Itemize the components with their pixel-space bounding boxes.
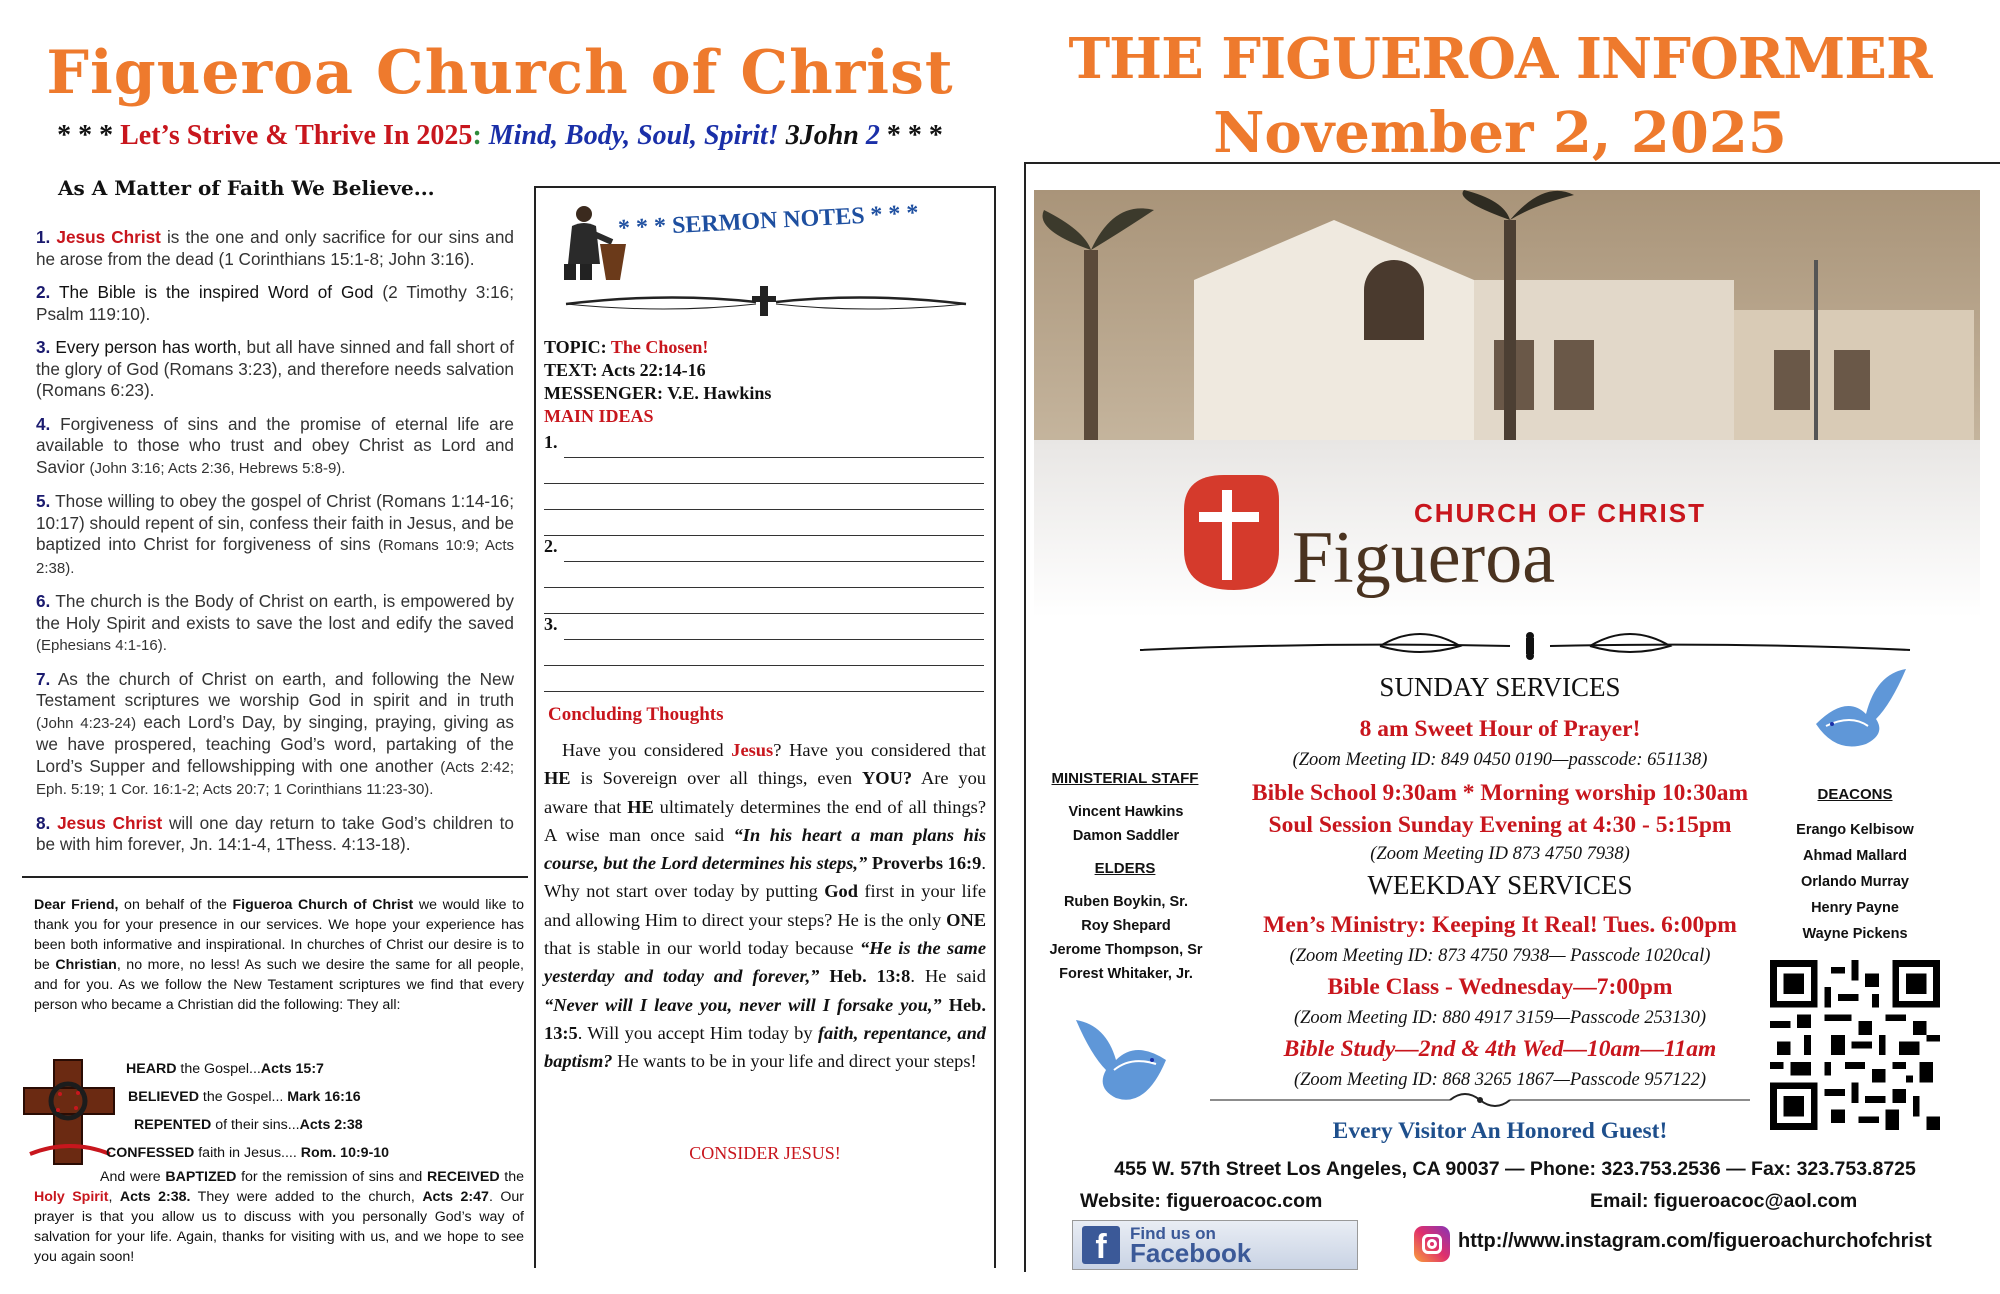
belief-ref: (2 Timothy 3:16; Psalm 119:10). (36, 282, 514, 324)
belief-number: 3. (36, 337, 51, 357)
sermon-topic (544, 336, 771, 359)
deacons-heading: DEACONS (1817, 786, 1893, 803)
main-ideas-heading: MAIN IDEAS (544, 406, 654, 426)
friend-lead: Dear Friend, (34, 897, 119, 913)
friend-text-part: we would like to thank you for your presence in our services. We hope your experience has been both informative and inspirational. In churches of Christ our desire is to be (34, 897, 524, 973)
sermon-text (544, 359, 771, 382)
text-value: Acts 22:14-16 (601, 360, 706, 380)
step-verb: REPENTED (134, 1117, 212, 1133)
friend-text-part: , no more, no less! As such we desire the same for all people, and for you. As we follow the New Testament scriptures we find that every person who became a Christian did the following: They all: (34, 957, 524, 1013)
staff-member: Damon Saddler (1072, 828, 1180, 844)
beliefs-list (36, 227, 514, 868)
belief-text: is the one and only sacrifice for our sins and he arose from the dead (36, 227, 514, 269)
closing-part: for the remission of sins and (236, 1169, 428, 1185)
photo-sign-main: Figueroa (1292, 517, 1556, 599)
belief-item (36, 227, 514, 270)
step-item (34, 1139, 524, 1167)
belief-ref: Jn. 14:1-4, 1Thess. 4:13-18). (189, 834, 411, 854)
step-ref: Acts 15:7 (260, 1061, 324, 1077)
qr-code-icon[interactable] (1770, 960, 1940, 1130)
ministerial-staff-heading: MINISTERIAL STAFF (1051, 770, 1199, 787)
dove-icon (1806, 664, 1916, 764)
concl-quote: “He is the same yesterday and today and forever,” (544, 938, 986, 987)
concl-quote: “In his heart a man plans his course, but the Lord determines his steps,” (544, 824, 986, 874)
belief-text: Those willing to obey the gospel of Christ (Romans 1:14-16; 10:17) should repent of sin, confess their faith in Jesus, and be baptized into Christ for forgiveness of sins (36, 491, 514, 554)
text-label: TEXT: (544, 360, 602, 380)
concl-emph: YOU? (862, 768, 913, 789)
closing-part: , (108, 1189, 120, 1205)
ornament-divider-icon (1200, 1086, 1760, 1110)
belief-number: 8. (36, 812, 51, 833)
concl-part: . He said (910, 966, 986, 987)
staff-member: Vincent Hawkins (1068, 804, 1184, 820)
instagram-icon[interactable] (1414, 1226, 1450, 1262)
closing-holy-spirit: Holy Spirit (34, 1189, 109, 1205)
step-text: faith in Jesus.... (194, 1145, 301, 1161)
theme-part2: Mind, Body, Soul, Spirit! (488, 120, 779, 151)
belief-ref: (John 3:16; Acts 2:36, Hebrews 5:8-9). (89, 459, 346, 477)
elder-name: Forest Whitaker, Jr. (1059, 966, 1193, 982)
email-link[interactable]: Email: figueroacoc@aol.com (1590, 1190, 1858, 1212)
belief-ref: (Acts 2:42; Eph. 5:19; 1 Cor. 16:1-2; Acts 20:7; 1 Corinthians 11:23-30). (36, 758, 514, 798)
concl-emph: HE (627, 796, 654, 817)
facebook-find-label: Find us on (1130, 1224, 1216, 1243)
belief-ref: (Ephesians 4:1-16). (36, 637, 167, 654)
deacon-name: Ahmad Mallard (1803, 848, 1907, 864)
step-text: the Gospel... (176, 1061, 261, 1077)
messenger-label: MESSENGER: (544, 383, 668, 403)
belief-number: 4. (36, 413, 51, 434)
weekday-service: Bible Class - Wednesday—7:00pm (1327, 974, 1673, 1000)
deacon-name: Wayne Pickens (1802, 926, 1908, 942)
sunday-service: Soul Session Sunday Evening at 4:30 - 5:15pm (1268, 812, 1732, 838)
concl-part: . Will you accept Him today by (577, 1022, 818, 1043)
zoom-info: (Zoom Meeting ID: 880 4917 3159—Passcode 253130) (1293, 1008, 1707, 1028)
deacon-name: Henry Payne (1811, 900, 1899, 916)
zoom-info: (Zoom Meeting ID: 849 0450 0190—passcode: 651138) (1292, 750, 1708, 770)
concl-part: Are you aware that (544, 768, 986, 817)
belief-lead: The Bible is the inspired Word of God (58, 282, 374, 302)
concluding-text (544, 736, 986, 1076)
concl-ref: Proverbs 16:9 (867, 853, 982, 874)
step-item (34, 1111, 524, 1139)
note-line[interactable] (544, 484, 984, 510)
closing-part: . Our prayer is that you allow us to discuss with you personally God’s way of salvation for your life. Again, thanks for visiting with us, and we hope to see you again soon! (34, 1189, 524, 1265)
friend-christian: Christian (55, 957, 117, 973)
faith-heading: As A Matter of Faith We Believe... (58, 176, 435, 200)
belief-text: As the church of Christ on earth, and following the New Testament scriptures we worship God in spirit and in truth (36, 668, 514, 710)
belief-item (36, 282, 514, 325)
note-line[interactable] (544, 562, 984, 588)
instagram-link[interactable]: http://www.instagram.com/figueroachurchofchrist (1458, 1230, 1932, 1252)
theme-ref-b: 2 (865, 120, 880, 151)
note-line[interactable] (544, 614, 984, 640)
concl-quote: “Never will I leave you, never will I forsake you,” (544, 994, 942, 1015)
theme-colon: : (472, 120, 489, 151)
concl-emph: God (824, 881, 858, 902)
church-title: Figueroa Church of Christ (46, 38, 954, 108)
website-link[interactable]: Website: figueroacoc.com (1080, 1190, 1323, 1212)
belief-text: Forgiveness of sins and the promise of eternal life are available to those who trust and obey Christ as Lord and Savior (36, 413, 514, 477)
belief-ref: (Romans 10:9; Acts 2:38). (36, 537, 514, 577)
elder-name: Roy Shepard (1081, 918, 1171, 934)
church-logo-icon (1184, 475, 1279, 590)
belief-item (36, 813, 514, 856)
messenger-value: V.E. Hawkins (667, 383, 772, 403)
sunday-service: 8 am Sweet Hour of Prayer! (1359, 716, 1641, 742)
belief-item (36, 669, 514, 801)
idea-number: 2. (544, 536, 558, 556)
address-line: 455 W. 57th Street Los Angeles, CA 90037 — Phone: 323.753.2536 — Fax: 323.753.8725 (1114, 1158, 1916, 1180)
concl-emph: faith, repentance, and baptism? (544, 1022, 986, 1072)
step-item (34, 1055, 524, 1083)
issue-date: November 2, 2025 (1213, 100, 1787, 166)
conversion-steps (34, 1055, 524, 1167)
concl-part: Have you considered (562, 740, 732, 760)
note-line[interactable] (544, 536, 984, 562)
deacon-name: Orlando Murray (1801, 874, 1909, 890)
note-line[interactable] (544, 588, 984, 614)
note-line[interactable] (544, 458, 984, 484)
elders-heading: ELDERS (1094, 860, 1156, 877)
informer-title: THE FIGUEROA INFORMER (1068, 26, 1932, 92)
sermon-messenger (544, 382, 771, 405)
elder-name: Jerome Thompson, Sr (1049, 942, 1203, 958)
ornament-divider-icon (1120, 622, 1930, 666)
closing-received: RECEIVED (427, 1169, 500, 1185)
belief-item (36, 491, 514, 579)
step-ref: Rom. 10:9-10 (300, 1145, 390, 1161)
note-line[interactable] (544, 432, 984, 458)
concl-part: ? Have you considered that (773, 740, 986, 760)
belief-item (36, 591, 514, 657)
belief-lead: Every person has worth (55, 337, 237, 357)
idea-number: 1. (544, 432, 558, 452)
theme-line (0, 120, 1000, 152)
belief-highlight: Jesus Christ (56, 227, 161, 247)
sermon-meta (544, 336, 771, 428)
sunday-service: Bible School 9:30am * Morning worship 10:30am (1251, 780, 1749, 806)
friend-text-part: on behalf of the (118, 897, 233, 913)
idea-number: 3. (544, 614, 558, 634)
step-verb: HEARD (126, 1061, 177, 1077)
zoom-info: (Zoom Meeting ID: 873 4750 7938— Passcode 1020cal) (1289, 946, 1711, 966)
belief-number: 5. (36, 491, 51, 511)
belief-text: , but all have sinned and fall short of the glory of God (Romans 3:23), and therefore needs salvation (Romans 6:23). (36, 337, 514, 400)
church-building-photo (1034, 190, 1980, 618)
closing-baptized: BAPTIZED (165, 1169, 237, 1185)
closing-ref: Acts 2:38. (119, 1189, 191, 1205)
belief-highlight: Jesus Christ (57, 812, 163, 833)
consider-jesus: CONSIDER JESUS! (689, 1143, 841, 1163)
concl-emph: HE (544, 768, 571, 789)
concl-part: that is stable in our world today because (544, 938, 861, 959)
friend-divider (22, 876, 528, 878)
concl-ref: Heb. 13:8 (819, 966, 911, 987)
concl-part: ultimately determines the end of all things? A wise man once said (544, 796, 986, 845)
sermon-notes-title: * * * SERMON NOTES * * * (617, 200, 920, 242)
belief-number: 2. (36, 282, 51, 302)
step-verb: BELIEVED (128, 1089, 199, 1105)
theme-stars-close: * * * (879, 120, 943, 151)
closing-part: They were added to the church, (190, 1189, 423, 1205)
friend-letter (34, 895, 524, 1015)
weekday-service: Men’s Ministry: Keeping It Real! Tues. 6:00pm (1263, 912, 1737, 938)
zoom-info: (Zoom Meeting ID: 868 3265 1867—Passcode 957122) (1293, 1070, 1707, 1090)
dove-icon (1066, 1020, 1176, 1116)
belief-text: each Lord’s Day, by singing, praying, giving as we have prospered, teaching God’s word, partaking of the Lord’s Supper and fellowshipping with one another (36, 711, 514, 776)
sunday-services-heading: SUNDAY SERVICES (1379, 672, 1621, 702)
step-verb: CONFESSED (106, 1145, 195, 1161)
theme-stars-open: * * * (57, 120, 121, 151)
weekday-service: Bible Study—2nd & 4th Wed—10am—11am (1283, 1036, 1717, 1062)
belief-item (36, 414, 514, 480)
friend-church: Figueroa Church of Christ (232, 897, 414, 913)
belief-number: 6. (36, 591, 51, 611)
concl-part: He wants to be in your life and direct your steps! (612, 1051, 977, 1072)
belief-number: 7. (36, 668, 51, 689)
photo-sign-top: CHURCH OF CHRIST (1414, 498, 1706, 528)
concluding-heading: Concluding Thoughts (548, 704, 724, 725)
belief-ref: (John 4:23-24) (36, 714, 137, 732)
note-line[interactable] (544, 666, 984, 692)
facebook-icon: f (1082, 1226, 1120, 1264)
belief-text: will one day return to take God’s children to be with him forever, (36, 812, 514, 854)
ornament-divider-icon (556, 282, 976, 318)
step-ref: Acts 2:38 (299, 1117, 363, 1133)
topic-label: TOPIC: (544, 337, 611, 357)
belief-text: The church is the Body of Christ on earth, is empowered by the Holy Spirit and exists to save the lost and edify the saved (36, 591, 514, 633)
weekday-services-heading: WEEKDAY SERVICES (1367, 870, 1633, 900)
visitor-slogan: Every Visitor An Honored Guest! (1332, 1118, 1668, 1144)
zoom-info: (Zoom Meeting ID 873 4750 7938) (1370, 844, 1630, 864)
theme-part1: Let’s Strive & Thrive In 2025 (120, 120, 473, 151)
concl-part: . Why not start over today by putting (544, 853, 986, 902)
deacon-name: Erango Kelbisow (1796, 822, 1914, 838)
concl-ref: Heb. 13:5 (544, 994, 986, 1043)
note-line[interactable] (544, 640, 984, 666)
closing-ref: Acts 2:47 (422, 1189, 489, 1205)
facebook-name-label: Facebook (1130, 1238, 1252, 1268)
closing-part: the (499, 1169, 524, 1185)
step-text: of their sins... (211, 1117, 300, 1133)
topic-value: The Chosen! (610, 337, 709, 357)
concl-jesus: Jesus (731, 740, 774, 760)
step-ref: Mark 16:16 (287, 1089, 361, 1105)
concl-part: first in your life and allowing Him to direct your steps? He is the only (544, 881, 986, 930)
note-line[interactable] (544, 510, 984, 536)
closing-text (34, 1167, 524, 1267)
step-item (34, 1083, 524, 1111)
theme-ref-a: 3John (778, 120, 866, 151)
belief-ref: (1 Corinthians 15:1-8; John 3:16). (218, 248, 475, 269)
elder-name: Ruben Boykin, Sr. (1063, 894, 1189, 910)
belief-number: 1. (36, 227, 51, 247)
concl-part: is Sovereign over all things, even (570, 768, 862, 789)
step-text: the Gospel... (198, 1089, 288, 1105)
concl-emph: ONE (946, 909, 986, 930)
closing-part: And were (100, 1169, 166, 1185)
belief-item (36, 337, 514, 402)
